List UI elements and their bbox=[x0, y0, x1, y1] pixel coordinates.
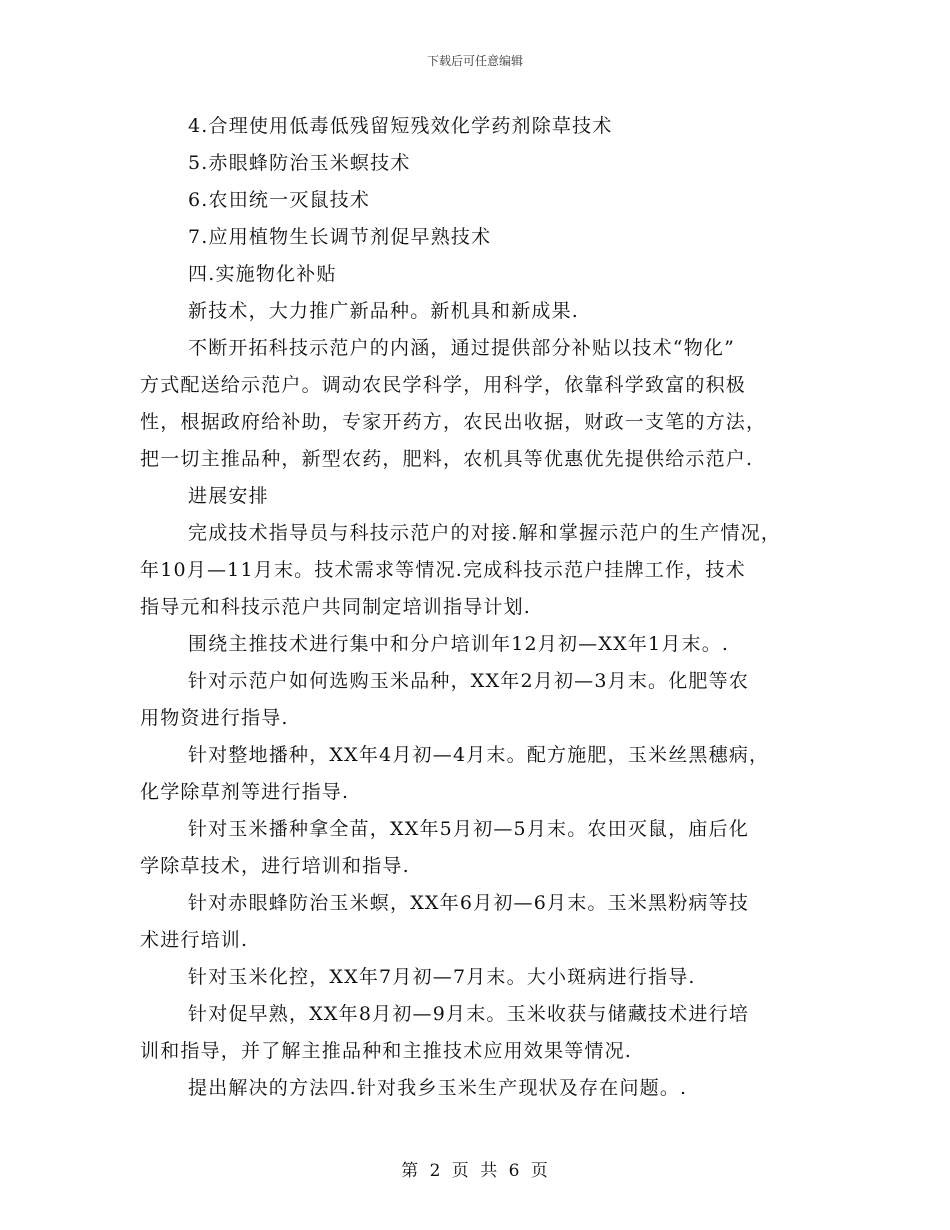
list-item-4: 4.合理使用低毒低残留短残效化学药剂除草技术 bbox=[188, 115, 613, 137]
paragraph-line: 针对玉米播种拿全苗，XX年5月初—5月末。农田灭鼠，庙后化 bbox=[188, 818, 750, 840]
paragraph-line: 提出解决的方法四.针对我乡玉米生产现状及存在问题。. bbox=[188, 1077, 688, 1099]
paragraph-line: 用物资进行指导. bbox=[140, 707, 289, 729]
document-body bbox=[140, 108, 820, 1107]
paragraph-line: 方式配送给示范户。调动农民学科学，用科学，依靠科学致富的积极 bbox=[140, 374, 747, 396]
paragraph-line: 术进行培训. bbox=[140, 929, 249, 951]
list-item-5: 5.赤眼蜂防治玉米螟技术 bbox=[188, 152, 411, 174]
page-number: 第 2 页 共 6 页 bbox=[401, 1161, 549, 1181]
paragraph-line: 完成技术指导员与科技示范户的对接.解和掌握示范户的生产情况， bbox=[188, 522, 782, 544]
paragraph-line: 围绕主推技术进行集中和分户培训年12月初—XX年1月末。. bbox=[188, 633, 730, 655]
paragraph-line: 针对示范户如何选购玉米品种，XX年2月初—3月末。化肥等农 bbox=[188, 670, 750, 692]
paragraph-line: 把一切主推品种，新型农药，肥料，农机具等优惠优先提供给示范户. bbox=[140, 448, 754, 470]
paragraph-line: 训和指导，并了解主推品种和主推技术应用效果等情况. bbox=[140, 1040, 633, 1062]
section-heading-schedule: 进展安排 bbox=[188, 485, 269, 507]
paragraph-line: 针对玉米化控，XX年7月初—7月末。大小斑病进行指导. bbox=[188, 966, 696, 988]
paragraph-line: 指导元和科技示范户共同制定培训指导计划. bbox=[140, 596, 532, 618]
paragraph-line: 新技术，大力推广新品种。新机具和新成果. bbox=[188, 300, 580, 322]
paragraph-line: 针对赤眼蜂防治玉米螟，XX年6月初—6月末。玉米黑粉病等技 bbox=[188, 892, 750, 914]
paragraph-line: 化学除草剂等进行指导. bbox=[140, 781, 350, 803]
section-heading-4: 四.实施物化补贴 bbox=[188, 263, 337, 285]
page-header: 下载后可任意编辑 bbox=[426, 54, 523, 68]
paragraph-line: 年10月—11月末。技术需求等情况.完成科技示范户挂牌工作，技术 bbox=[140, 559, 746, 581]
list-item-7: 7.应用植物生长调节剂促早熟技术 bbox=[188, 226, 492, 248]
paragraph-line: 针对促早熟，XX年8月初—9月末。玉米收获与储藏技术进行培 bbox=[188, 1003, 750, 1025]
paragraph-line: 不断开拓科技示范户的内涵，通过提供部分补贴以技术“物化” bbox=[188, 337, 736, 359]
paragraph-line: 针对整地播种，XX年4月初—4月末。配方施肥，玉米丝黑穗病， bbox=[188, 744, 770, 766]
paragraph-line: 学除草技术，进行培训和指导. bbox=[140, 855, 410, 877]
list-item-6: 6.农田统一灭鼠技术 bbox=[188, 189, 371, 211]
paragraph-line: 性，根据政府给补助，专家开药方，农民出收据，财政一支笔的方法， bbox=[140, 411, 767, 433]
